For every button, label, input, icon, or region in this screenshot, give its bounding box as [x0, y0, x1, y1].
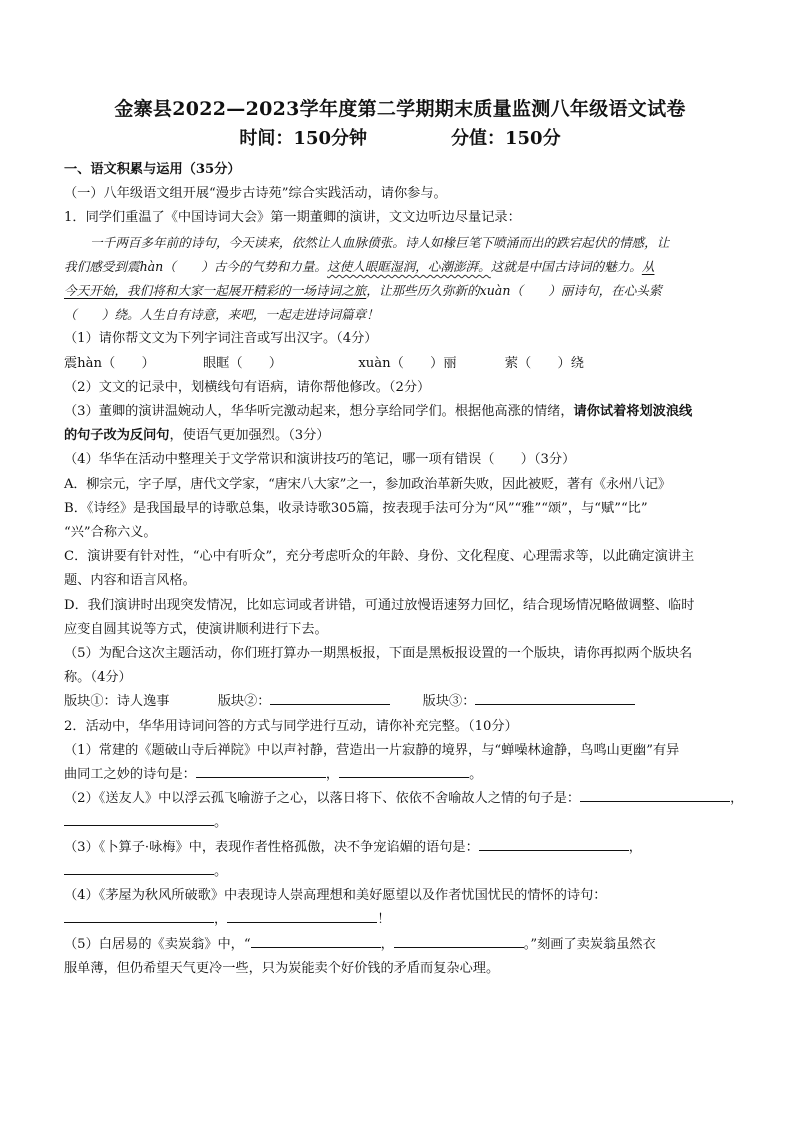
question-2-3 [64, 836, 736, 860]
question-2: 2．活动中，华华用诗词问答的方式与同学进行互动，请你补充完整。（10分） [64, 718, 518, 734]
question-1-1: （1）请你帮文文为下列字词注音或写出汉字。（4分） [64, 331, 378, 347]
question-text: 曲同工之妙的诗句是： [64, 767, 196, 783]
question-2-5 [64, 933, 736, 957]
question-emphasis: 的句子改为反问句 [64, 428, 170, 444]
question-1-5-cont: 称。（4分） [64, 670, 132, 686]
question-1: 1．同学们重温了《中国诗词大会》第一期董卿的演讲，文文边听边尽量记录： [64, 210, 521, 226]
punct: ， [628, 839, 642, 855]
punct: 。 [214, 815, 228, 831]
exam-score: 分值：150分 [451, 128, 561, 149]
punct: ， [214, 912, 228, 928]
option-d-cont: 应变自圆其说等方式，使演讲顺利进行下去。 [64, 621, 328, 637]
answer-blank[interactable] [580, 787, 730, 802]
punct: 。 [469, 767, 483, 783]
pinyin-item: xuàn（ ）丽 [358, 355, 457, 371]
underlined-sentence: 今天开始，我们将和大家一起展开精彩的一场诗词之旅 [64, 283, 367, 299]
question-2-1-cont [64, 763, 736, 787]
question-text: （2）《送友人》中以浮云孤飞喻游子之心，以落日将下、依依不舍喻故人之情的句子是： [64, 791, 581, 807]
board-2-label: 版块②： [217, 694, 271, 710]
answer-blank[interactable] [479, 836, 629, 851]
speech-line-3 [64, 279, 736, 303]
question-2-5-cont: 服单薄，但仍希望天气更冷一些，只为炭能卖个好价钱的矛盾而复杂心理。 [64, 960, 500, 976]
speech-line-1: 一千两百多年前的诗句，今天读来，依然让人血脉偾张。诗人如椽巨笔下喷涌而出的跌宕起伏的情感，让 [90, 234, 670, 250]
question-1-3-cont [64, 424, 736, 448]
underlined-sentence-start: 从 [641, 258, 655, 274]
question-text: 。”刻画了卖炭翁虽然衣 [523, 936, 656, 952]
question-2-4-cont [64, 908, 736, 932]
speech-line-2 [64, 255, 736, 279]
exam-meta [64, 126, 736, 152]
question-2-2-cont [64, 811, 736, 835]
answer-blank[interactable] [339, 763, 469, 778]
section-heading: 一、语文积累与运用（35分） [64, 162, 241, 177]
answer-blank[interactable] [394, 933, 524, 948]
punct: ！ [377, 912, 391, 928]
answer-blank[interactable] [64, 860, 214, 875]
pinyin-row [64, 352, 736, 376]
question-2-2 [64, 787, 744, 811]
speech-line-4: （ ）绕。人生自有诗意，来吧，一起走进诗词篇章！ [64, 307, 379, 323]
pinyin-item: 萦（ ）绕 [504, 355, 584, 371]
punct: ， [730, 791, 744, 807]
board-3-blank[interactable] [475, 690, 635, 705]
question-text: ，使语气更加强烈。（3分） [169, 428, 330, 444]
speech-text: 这就是中国古诗词的魅力。 [490, 258, 642, 274]
answer-blank[interactable] [227, 908, 377, 923]
pinyin-item: 震hàn（ ） [64, 355, 155, 371]
pinyin-item: 眼眶（ ） [203, 355, 283, 371]
answer-blank[interactable] [64, 811, 214, 826]
question-text: （3）董卿的演讲温婉动人，华华听完激动起来，想分享给同学们。根据他高涨的情绪， [64, 404, 574, 420]
speech-text: 我们感受到震hàn（ ）古今的气势和力量。 [64, 258, 328, 274]
question-2-1: （1）常建的《题破山寺后禅院》中以声衬静，营造出一片寂静的境界，与“蝉噪林逾静，鸟鸣山更幽”有异 [64, 742, 680, 758]
board-1: 版块①：诗人逸事 [64, 694, 170, 710]
answer-blank[interactable] [251, 933, 381, 948]
part-intro: （一）八年级语文组开展“漫步古诗苑”综合实践活动，请你参与。 [64, 186, 447, 202]
option-b: B．《诗经》是我国最早的诗歌总集，收录诗歌305篇，按表现手法可分为“风”“雅”“颂”，与“赋”“比” [64, 500, 648, 516]
exam-title: 金寨县2022—2023学年度第二学期期末质量监测八年级语文试卷 [114, 98, 686, 120]
option-c-cont: 题、内容和语言风格。 [64, 573, 196, 589]
question-1-4: （4）华华在活动中整理关于文学常识和演讲技巧的笔记，哪一项有错误（ ）（3分） [64, 452, 576, 468]
punct: ， [380, 936, 394, 952]
option-c: C．演讲要有针对性，“心中有听众”，充分考虑听众的年龄、身份、文化程度、心理需求等，以此确定演讲主 [64, 549, 695, 565]
punct: 。 [214, 863, 228, 879]
answer-blank[interactable] [64, 908, 214, 923]
option-a: A．柳宗元，字子厚，唐代文学家，“唐宋八大家”之一，参加政治革新失败，因此被贬，著有《永州八记》 [64, 476, 671, 492]
board-3-label: 版块③： [422, 694, 476, 710]
exam-time: 时间：150分钟 [239, 128, 367, 149]
speech-text: ，让那些历久弥新的xuàn（ ）丽诗句，在心头萦 [366, 283, 662, 299]
exam-page [64, 96, 744, 981]
wavy-sentence: 这使人眼眶湿润，心潮澎湃。 [327, 258, 491, 274]
board-row [64, 690, 736, 714]
question-1-3 [64, 400, 736, 424]
question-emphasis: 请你试着将划波浪线 [573, 404, 693, 420]
question-2-4: （4）《茅屋为秋风所破歌》中表现诗人崇高理想和美好愿望以及作者忧国忧民的情怀的诗句： [64, 888, 607, 904]
question-2-3-cont [64, 860, 736, 884]
question-1-5: （5）为配合这次主题活动，你们班打算办一期黑板报，下面是黑板报设置的一个版块，请你再拟两个版块名 [64, 646, 693, 662]
question-1-2: （2）文文的记录中，划横线句有语病，请你帮他修改。（2分） [64, 379, 431, 395]
board-2-blank[interactable] [270, 690, 390, 705]
question-text: （5）白居易的《卖炭翁》中，“ [64, 936, 251, 952]
question-text: （3）《卜算子·咏梅》中，表现作者性格孤傲，决不争宠谄媚的语句是： [64, 839, 479, 855]
answer-blank[interactable] [196, 763, 326, 778]
option-b-cont: “兴”合称六义。 [64, 525, 157, 541]
option-d: D．我们演讲时出现突发情况，比如忘词或者讲错，可通过放慢语速努力回忆，结合现场情况略做调整、临时 [64, 597, 695, 613]
punct: ， [325, 767, 340, 783]
